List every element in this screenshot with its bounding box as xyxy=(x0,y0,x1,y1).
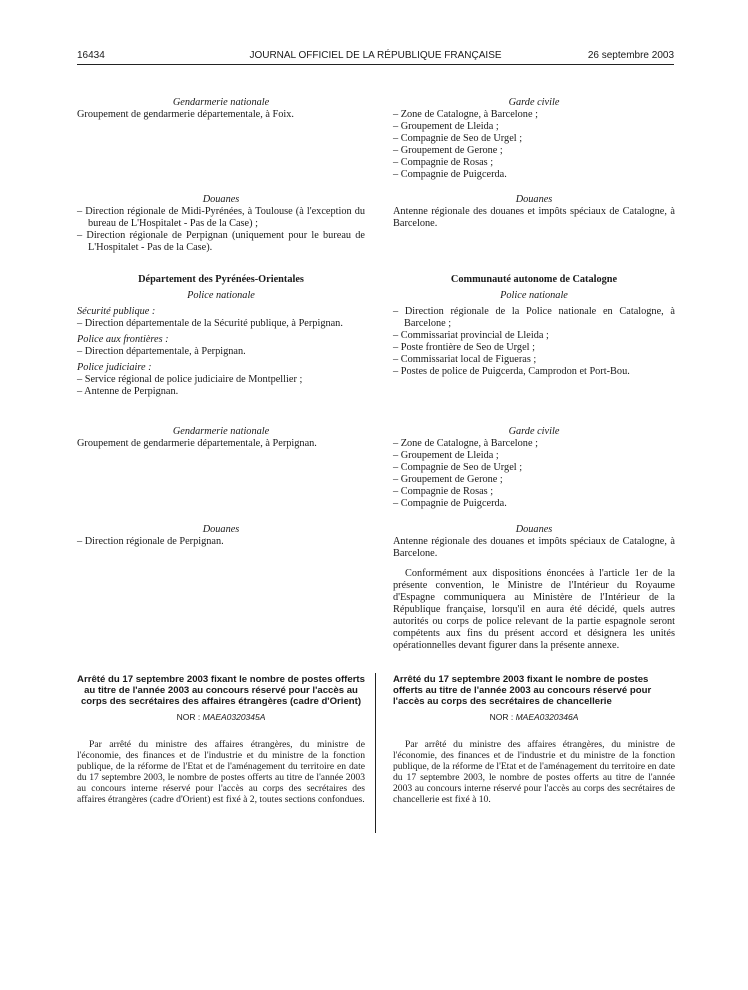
list-item: – Compagnie de Seo de Urgel ; xyxy=(393,462,523,473)
section-title: Douanes xyxy=(202,524,240,535)
list-item: – Poste frontière de Seo de Urgel ; xyxy=(393,342,535,353)
group-label: Police aux frontières : xyxy=(77,334,169,345)
list-item: – Compagnie de Rosas ; xyxy=(393,157,494,168)
list-item: – Direction régionale de Perpignan (uniquement pour le bureau de L'Hospitalet - Pas de la Case). xyxy=(77,230,365,253)
list-item: – Commissariat local de Figueras ; xyxy=(393,354,537,365)
nor-label: NOR : xyxy=(489,712,514,722)
left-gendarmerie-foix xyxy=(77,97,365,121)
right-douanes-1 xyxy=(393,194,675,230)
section-text: Antenne régionale des douanes et impôts spéciaux de Catalogne, à Barcelone. xyxy=(393,536,675,559)
arrete-body: Par arrêté du ministre des affaires étrangères, du ministre de l'économie, des finances et de l'industrie et du ministre de la fonction publique, de la réforme de l'Etat et de l'aménagement du territoire en date du 17 septembre 2003, le nombre de postes offerts au titre de l'année 2003 au concours interne réservé pour l'accès au corps des secrétaires de chancellerie est fixé à 10. xyxy=(393,739,675,805)
list-item: – Groupement de Lleida ; xyxy=(393,121,499,132)
arrete-title: Arrêté du 17 septembre 2003 fixant le nombre de postes offerts au titre de l'année 2003 au concours réservé pour l'accès au corps des secrétaires de chancellerie xyxy=(393,674,652,707)
right-garde-civile-1 xyxy=(393,97,675,181)
arrete-title: Arrêté du 17 septembre 2003 fixant le nombre de postes offerts au titre de l'année 2003 au concours réservé pour l'accès au corps des secrétaires des affaires étrangères (cadre d'Orient) xyxy=(77,674,365,707)
list-item: – Groupement de Gerone ; xyxy=(393,145,503,156)
section-text: Groupement de gendarmerie départementale, à Perpignan. xyxy=(77,438,317,449)
section-text: Groupement de gendarmerie départementale, à Foix. xyxy=(77,109,295,120)
journal-title: JOURNAL OFFICIEL DE LA RÉPUBLIQUE FRANÇAISE xyxy=(249,50,502,61)
column-divider xyxy=(375,673,376,833)
nor-label: NOR : xyxy=(176,712,201,722)
right-arrete xyxy=(393,674,675,805)
left-douanes-2 xyxy=(77,524,365,548)
section-title: Garde civile xyxy=(508,426,560,437)
group-label: Sécurité publique : xyxy=(77,306,156,317)
list-item: – Compagnie de Rosas ; xyxy=(393,486,494,497)
list-item: – Zone de Catalogne, à Barcelone ; xyxy=(393,109,538,120)
list-item: – Zone de Catalogne, à Barcelone ; xyxy=(393,438,538,449)
list-item: – Groupement de Gerone ; xyxy=(393,474,503,485)
nor-code: MAEA0320346A xyxy=(515,712,579,722)
right-catalogne xyxy=(393,274,675,378)
list-item: – Service régional de police judiciaire de Montpellier ; xyxy=(77,374,303,385)
list-item: – Direction régionale de Perpignan. xyxy=(77,536,224,547)
section-text: Antenne régionale des douanes et impôts spéciaux de Catalogne, à Barcelone. xyxy=(393,206,675,229)
list-item: – Direction départementale de la Sécurité publique, à Perpignan. xyxy=(77,318,343,329)
list-item: – Direction régionale de la Police nationale en Catalogne, à Barcelone ; xyxy=(393,306,675,329)
list-item: – Direction régionale de Midi-Pyrénées, à Toulouse (à l'exception du bureau de L'Hospitalet - Pas de la Case) ; xyxy=(77,206,365,229)
section-title: Police nationale xyxy=(187,290,255,301)
department-heading: Département des Pyrénées-Orientales xyxy=(138,274,304,285)
nor-reference xyxy=(77,711,365,723)
list-item: – Antenne de Perpignan. xyxy=(77,386,179,397)
arrete-body: Par arrêté du ministre des affaires étrangères, du ministre de l'économie, des finances et de l'industrie et du ministre de la fonction publique, de la réforme de l'Etat et de l'aménagement du territoire en date du 17 septembre 2003, le nombre de postes offerts au titre de l'année 2003 au concours interne réservé pour l'accès au corps des secrétaires des affaires étrangères (cadre d'Orient) est fixé à 2, toutes sections confondues. xyxy=(77,739,365,805)
department-heading: Communauté autonome de Catalogne xyxy=(450,274,618,285)
header-rule xyxy=(77,64,674,65)
page-number: 16434 xyxy=(77,50,105,61)
section-title: Douanes xyxy=(515,524,553,535)
section-title: Douanes xyxy=(202,194,240,205)
left-gendarmerie-perpignan xyxy=(77,426,365,450)
group-label: Police judiciaire : xyxy=(77,362,152,373)
issue-date: 26 septembre 2003 xyxy=(587,50,674,61)
left-arrete xyxy=(77,674,365,805)
right-douanes-2 xyxy=(393,524,675,652)
section-title: Gendarmerie nationale xyxy=(172,426,270,437)
section-title: Garde civile xyxy=(508,97,560,108)
nor-reference xyxy=(393,711,675,723)
list-item: – Commissariat provincial de Lleida ; xyxy=(393,330,549,341)
list-item: – Groupement de Lleida ; xyxy=(393,450,499,461)
left-douanes-1 xyxy=(77,194,365,254)
list-item: – Compagnie de Seo de Urgel ; xyxy=(393,133,523,144)
nor-code: MAEA0320345A xyxy=(202,712,266,722)
section-title: Police nationale xyxy=(500,290,568,301)
list-item: – Compagnie de Puigcerda. xyxy=(393,498,507,509)
closing-paragraph: Conformément aux dispositions énoncées à l'article 1er de la présente convention, le Ministre de l'Intérieur du Royaume d'Espagne communiquera au Ministère de l'Intérieur de la République française, lorsqu'il en aura été décidé, quels autres autorités ou corps de police relevant de la partie espagnole seront compétents aux fins du présent accord et désignera les unités opérationnelles devant figurer dans la présente annexe. xyxy=(393,568,675,651)
list-item: – Compagnie de Puigcerda. xyxy=(393,169,507,180)
list-item: – Direction départementale, à Perpignan. xyxy=(77,346,246,357)
section-title: Gendarmerie nationale xyxy=(172,97,270,108)
right-garde-civile-2 xyxy=(393,426,675,510)
left-pyrenees-orientales xyxy=(77,274,365,398)
section-title: Douanes xyxy=(515,194,553,205)
list-item: – Postes de police de Puigcerda, Camprodon et Port-Bou. xyxy=(393,366,630,377)
